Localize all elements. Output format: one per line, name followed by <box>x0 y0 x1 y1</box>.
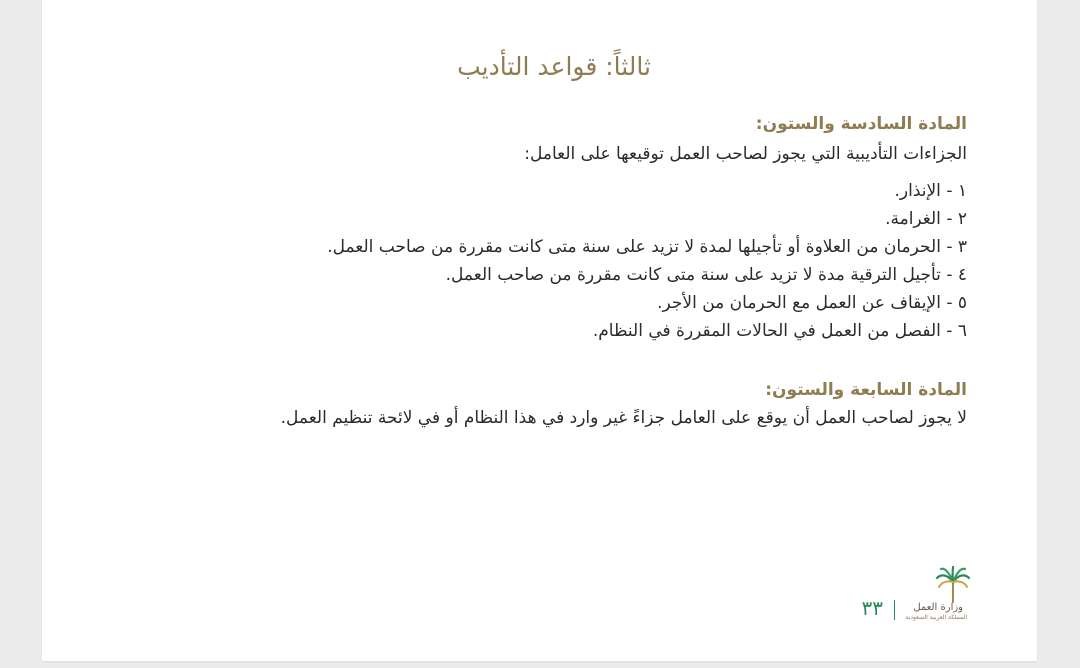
article-66-item-1: ١ - الإنذار. <box>894 181 967 201</box>
footer-divider <box>894 600 895 620</box>
article-66-item-6: ٦ - الفصل من العمل في الحالات المقررة في النظام. <box>592 321 967 341</box>
ministry-logo-subtitle: المملكة العربية السعودية <box>905 614 967 621</box>
palm-tree-icon <box>935 566 971 604</box>
article-66-item-3: ٣ - الحرمان من العلاوة أو تأجيلها لمدة لا تزيد على سنة متى كانت مقررة من صاحب العمل. <box>327 237 967 257</box>
page-number: ٣٣ <box>861 596 883 620</box>
article-66-item-5: ٥ - الإيقاف عن العمل مع الحرمان من الأجر. <box>657 293 967 313</box>
page-footer <box>791 566 971 626</box>
article-66-intro: الجزاءات التأديبية التي يجوز لصاحب العمل توقيعها على العامل: <box>524 144 967 164</box>
article-67-title: المادة السابعة والستون: <box>765 380 967 400</box>
article-66-item-4: ٤ - تأجيل الترقية مدة لا تزيد على سنة متى كانت مقررة من صاحب العمل. <box>445 265 967 285</box>
section-heading: ثالثاً: قواعد التأديب <box>457 52 651 81</box>
document-page <box>42 0 1037 661</box>
article-66-item-2: ٢ - الغرامة. <box>885 209 967 229</box>
article-67-text: لا يجوز لصاحب العمل أن يوقع على العامل جزاءً غير وارد في هذا النظام أو في لائحة تنظيم العمل. <box>280 408 967 428</box>
article-66-title: المادة السادسة والستون: <box>755 114 967 134</box>
ministry-logo-name: وزارة العمل <box>913 602 963 613</box>
